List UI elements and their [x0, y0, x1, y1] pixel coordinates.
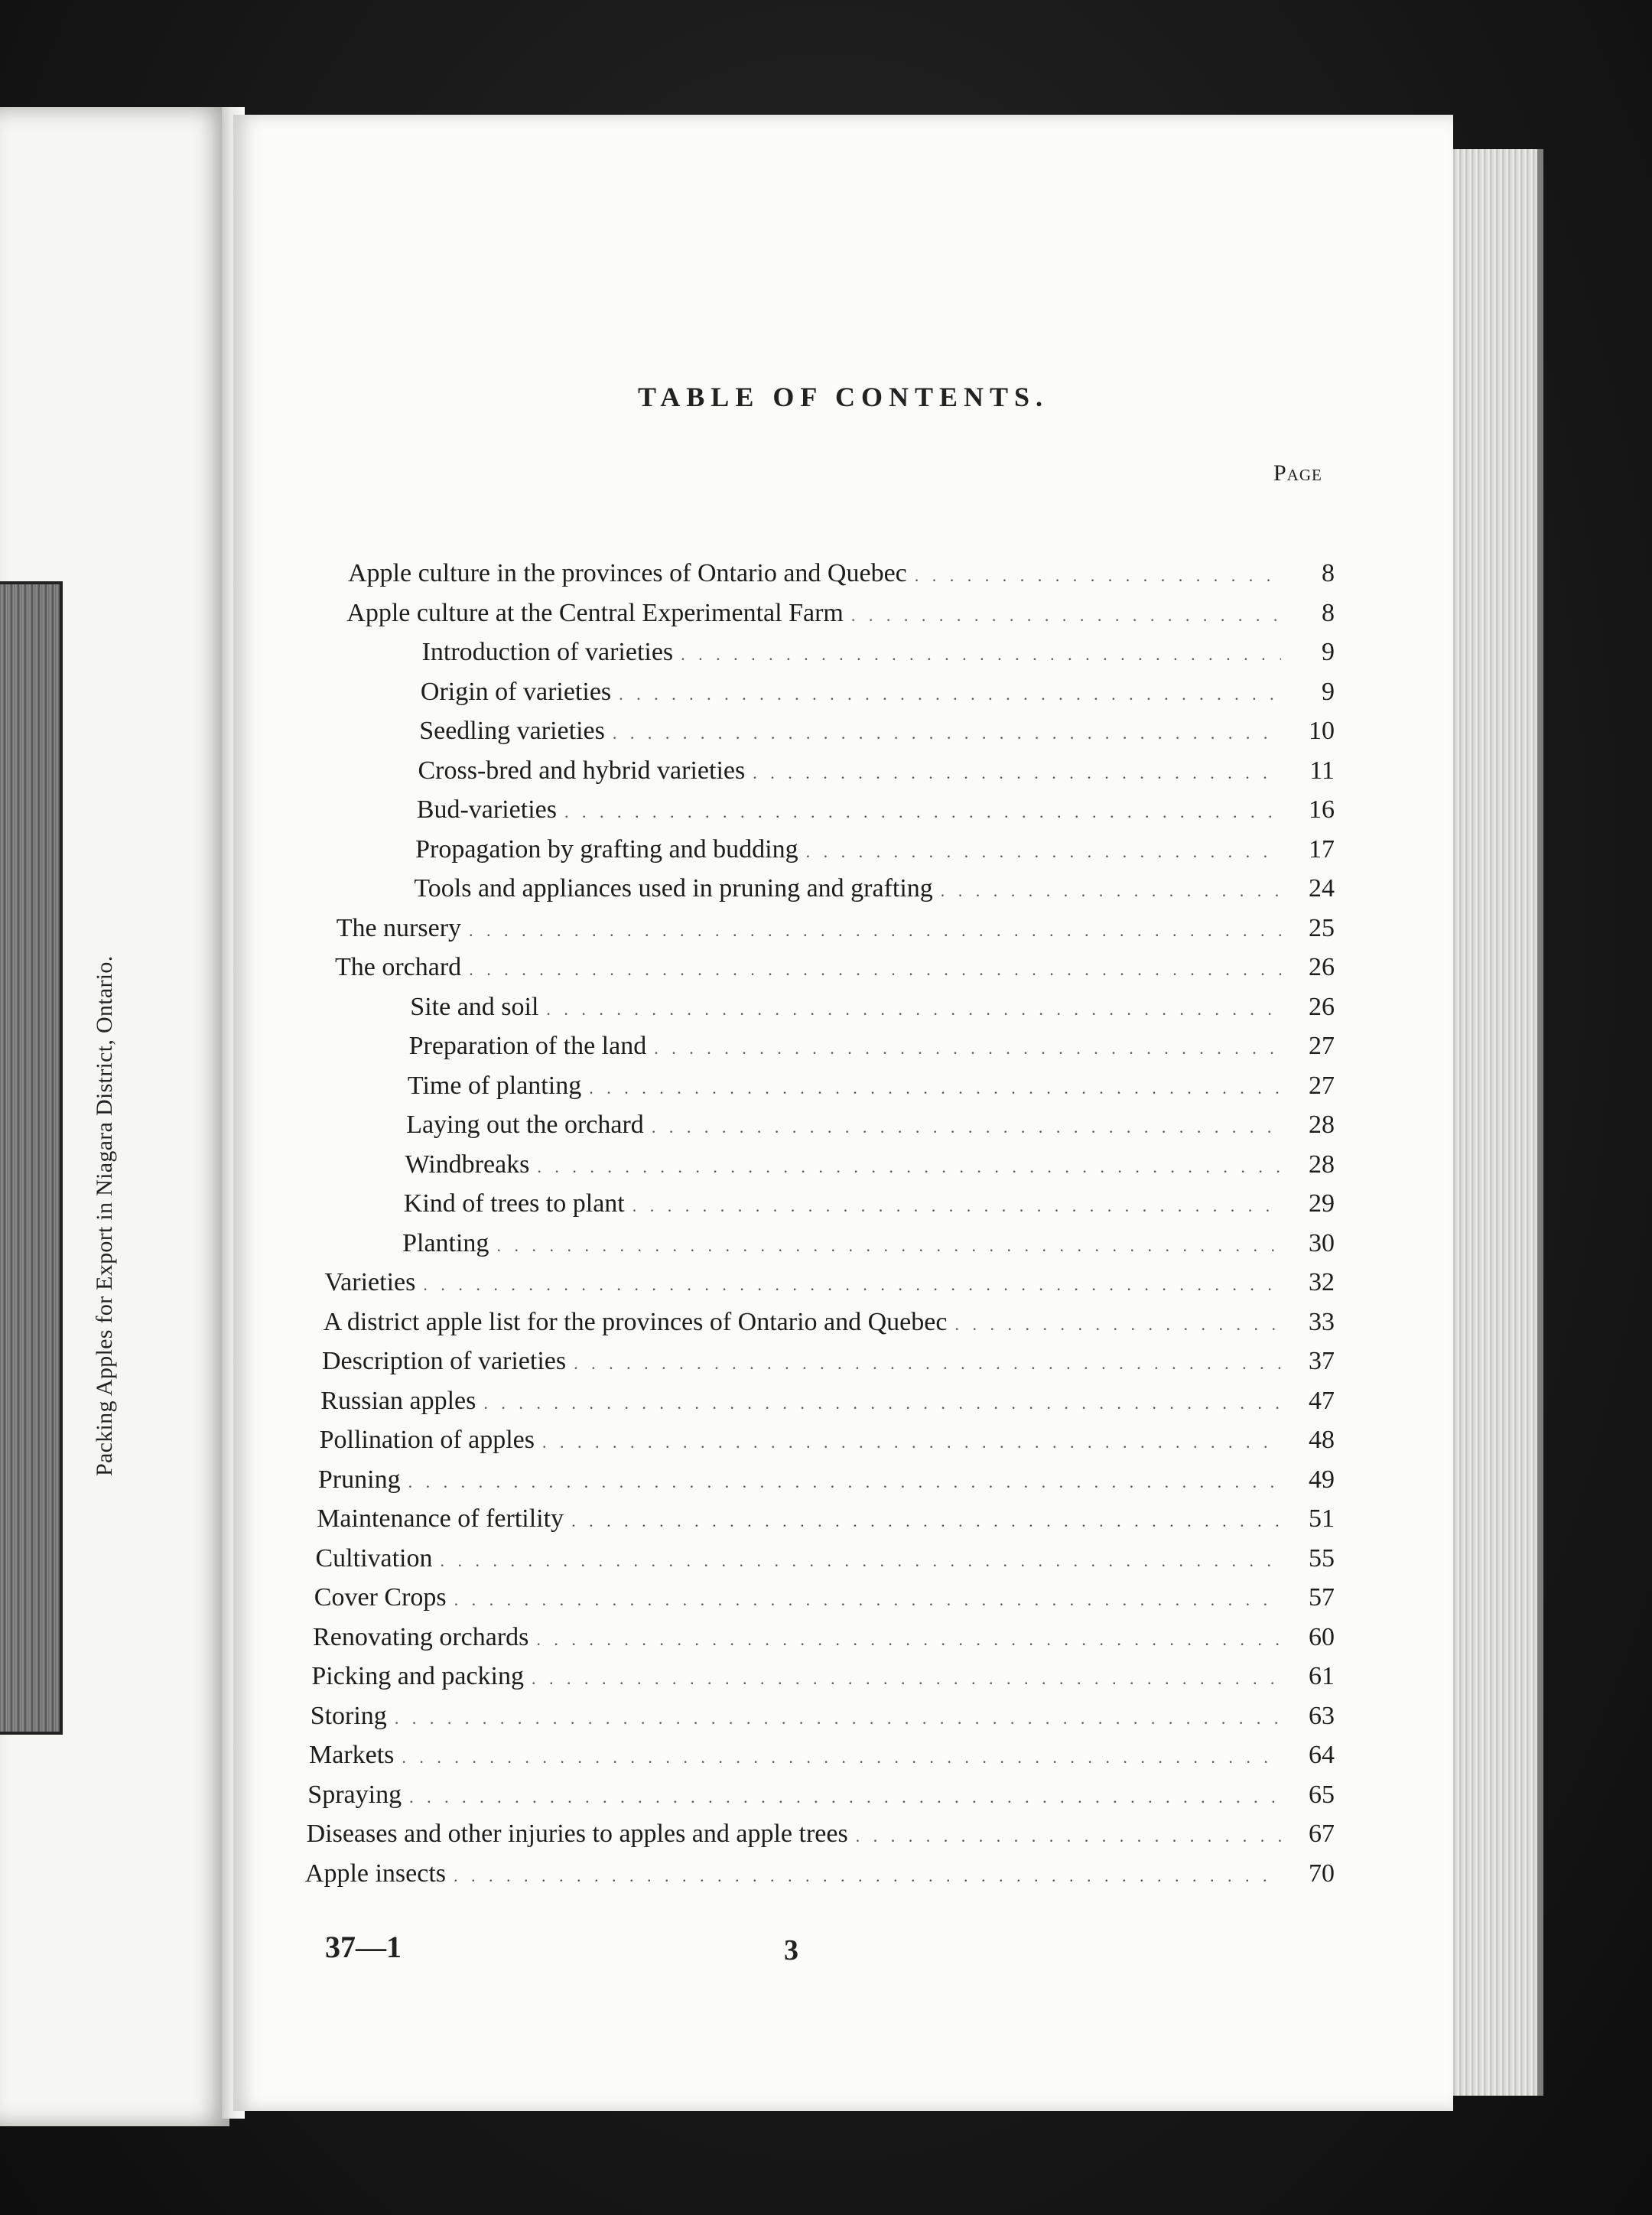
toc-entry	[405, 1150, 1335, 1182]
dot-leader	[402, 1742, 1281, 1773]
toc-entry	[309, 1740, 1335, 1773]
dot-leader	[856, 1821, 1281, 1852]
toc-entry-label: Bud-varieties	[416, 795, 557, 824]
dot-leader	[915, 561, 1281, 591]
toc-entry-page: 8	[1321, 598, 1335, 627]
toc-entry-label: Storing	[310, 1701, 387, 1730]
dot-leader	[537, 1152, 1281, 1182]
toc-entry-label: Introduction of varieties	[421, 638, 674, 666]
toc-entry	[318, 1465, 1335, 1498]
toc-entry-label: Spraying	[307, 1780, 402, 1809]
toc-entry-page: 60	[1308, 1622, 1335, 1651]
dot-leader	[469, 955, 1281, 985]
toc-entry	[408, 1071, 1335, 1104]
toc-entry-label: Cover Crops	[314, 1583, 447, 1612]
toc-entry-page: 57	[1308, 1583, 1335, 1612]
dot-leader	[806, 837, 1281, 867]
toc-entry-page: 65	[1308, 1780, 1335, 1809]
toc-entry-label: Laying out the orchard	[406, 1111, 644, 1139]
toc-entry	[307, 1780, 1335, 1813]
toc-entry-page: 30	[1308, 1228, 1335, 1257]
toc-entry-page: 16	[1308, 795, 1335, 824]
toc-entry	[316, 1543, 1335, 1576]
toc-entry-label: Cross-bred and hybrid varieties	[418, 756, 746, 785]
toc-entry-label: The orchard	[335, 953, 462, 981]
toc-entry	[305, 1859, 1335, 1891]
toc-entry-label: Propagation by grafting and budding	[415, 834, 798, 864]
toc-entry-label: Seedling varieties	[419, 717, 605, 745]
toc-entry-page: 27	[1308, 1071, 1335, 1100]
toc-entry	[324, 1307, 1335, 1340]
toc-title: TABLE OF CONTENTS.	[637, 382, 1049, 412]
toc-entry-page: 26	[1308, 992, 1335, 1021]
toc-entry-label: Renovating orchards	[313, 1622, 529, 1651]
dot-leader	[633, 1191, 1281, 1221]
toc-entry-label: Origin of varieties	[420, 677, 612, 706]
toc-entry-page: 64	[1309, 1741, 1335, 1769]
toc-entry	[422, 637, 1335, 670]
toc-entry-page: 10	[1308, 717, 1335, 745]
toc-entry-page: 28	[1309, 1150, 1335, 1179]
toc-entry	[348, 558, 1335, 591]
toc-entry-label: A district apple list for the provinces of Ontario and Quebec	[323, 1307, 948, 1336]
toc-entry-label: Planting	[402, 1228, 489, 1257]
page-edges	[1438, 149, 1543, 2096]
toc-entry-page: 55	[1309, 1543, 1335, 1573]
dot-leader	[408, 1467, 1281, 1498]
toc-entry-label: Tools and appliances used in pruning and grafting	[414, 874, 933, 903]
toc-entry-label: Maintenance of fertility	[317, 1504, 564, 1533]
toc-entry-page: 28	[1308, 1111, 1335, 1139]
toc-entry-label: Varieties	[324, 1268, 416, 1296]
toc-entry	[335, 952, 1335, 985]
toc-entry-label: Time of planting	[407, 1071, 582, 1100]
page-column-heading: Page	[1273, 460, 1322, 486]
dot-leader	[536, 1625, 1281, 1655]
toc-entry-page: 29	[1308, 1189, 1335, 1218]
toc-entry-page: 47	[1308, 1386, 1335, 1415]
photo-caption: Packing Apples for Export in Niagara District, Ontario.	[92, 955, 117, 1476]
toc-entry-label: Diseases and other injuries to apples and apple trees	[306, 1820, 848, 1848]
toc-entry	[314, 1582, 1335, 1615]
toc-entry-label: Markets	[309, 1741, 395, 1769]
toc-entry-label: Preparation of the land	[408, 1032, 647, 1060]
dot-leader	[496, 1231, 1281, 1261]
toc-entry-page: 70	[1308, 1859, 1335, 1888]
dot-leader	[589, 1073, 1281, 1104]
toc-entry	[322, 1346, 1335, 1379]
toc-entry	[406, 1110, 1335, 1143]
dot-leader	[454, 1585, 1281, 1615]
toc-entry-page: 25	[1308, 913, 1335, 942]
dot-leader	[941, 876, 1281, 906]
toc-entry-page: 33	[1308, 1307, 1335, 1336]
toc-entry-page: 26	[1309, 953, 1335, 981]
toc-entry-page: 17	[1308, 834, 1335, 864]
toc-entry	[417, 795, 1335, 828]
dot-leader	[954, 1309, 1281, 1340]
dot-leader	[753, 758, 1281, 789]
toc-entry-label: Kind of trees to plant	[403, 1189, 625, 1218]
toc-entry-label: Russian apples	[320, 1386, 476, 1415]
toc-entry-page: 63	[1308, 1701, 1335, 1730]
toc-entry-label: Pruning	[317, 1465, 401, 1494]
dot-leader	[619, 679, 1281, 710]
toc-entry-label: The nursery	[336, 913, 462, 942]
toc-entry-page: 48	[1308, 1426, 1335, 1454]
dot-leader	[409, 1782, 1281, 1813]
toc-entry	[404, 1189, 1335, 1221]
toc-entry	[346, 598, 1335, 631]
dot-leader	[532, 1664, 1281, 1694]
dot-leader	[613, 718, 1281, 749]
toc-entry	[311, 1701, 1335, 1734]
left-page	[0, 107, 229, 2126]
toc-entry	[414, 873, 1335, 906]
toc-entry-page: 49	[1308, 1465, 1335, 1494]
toc-entry-label: Description of varieties	[322, 1347, 567, 1375]
toc-entry	[313, 1622, 1335, 1655]
dot-leader	[571, 1506, 1281, 1537]
toc-entry	[311, 1661, 1335, 1694]
toc-entry	[418, 756, 1335, 789]
toc-entry-page: 24	[1308, 874, 1335, 903]
toc-entry	[419, 716, 1335, 749]
dot-leader	[395, 1703, 1281, 1734]
toc-entry-page: 37	[1309, 1347, 1335, 1375]
toc-entry	[409, 1031, 1335, 1064]
dot-leader	[654, 1033, 1281, 1064]
dot-leader	[454, 1861, 1281, 1891]
toc-entry-label: Apple insects	[304, 1859, 447, 1888]
toc-entry	[421, 677, 1335, 710]
toc-entry-label: Apple culture at the Central Experimental Farm	[346, 598, 844, 627]
toc-entry	[320, 1425, 1335, 1458]
dot-leader	[851, 600, 1281, 631]
signature-mark: 37—1	[325, 1930, 402, 1964]
toc-entry	[307, 1819, 1335, 1852]
toc-entry-label: Cultivation	[315, 1543, 433, 1573]
toc-entry	[337, 913, 1335, 946]
dot-leader	[574, 1348, 1281, 1379]
toc-entry-page: 8	[1322, 559, 1335, 587]
toc-entry-page: 67	[1308, 1820, 1335, 1848]
page-number: 3	[784, 1934, 798, 1966]
toc-entry-label: Pollination of apples	[319, 1426, 535, 1454]
toc-entry-page: 32	[1308, 1268, 1335, 1296]
dot-leader	[469, 916, 1281, 946]
toc-entry-label: Site and soil	[410, 992, 539, 1021]
toc-entry	[415, 834, 1335, 867]
toc-entry	[317, 1504, 1335, 1537]
dot-leader	[423, 1270, 1281, 1300]
toc-entry-label: Windbreaks	[405, 1150, 530, 1179]
toc-entry	[410, 992, 1335, 1025]
toc-entry-page: 11	[1309, 756, 1335, 785]
toc-entry-page: 9	[1321, 677, 1335, 706]
dot-leader	[546, 994, 1281, 1025]
toc-entry-page: 27	[1308, 1032, 1335, 1060]
table-of-contents	[233, 115, 1453, 2111]
dot-leader	[542, 1427, 1281, 1458]
dot-leader	[564, 797, 1281, 828]
toc-entry-page: 51	[1308, 1504, 1335, 1533]
toc-entry-page: 9	[1321, 638, 1335, 666]
toc-entry	[324, 1267, 1335, 1300]
toc-entry-label: Apple culture in the provinces of Ontario and Quebec	[348, 559, 907, 587]
dot-leader	[652, 1112, 1281, 1143]
dot-leader	[681, 639, 1281, 670]
orchard-photograph	[0, 581, 63, 1735]
toc-entry	[320, 1386, 1335, 1419]
toc-entry-label: Picking and packing	[311, 1662, 525, 1690]
toc-entry-page: 61	[1308, 1662, 1335, 1690]
right-page	[233, 115, 1453, 2111]
toc-entry	[402, 1228, 1335, 1261]
dot-leader	[483, 1388, 1281, 1419]
dot-leader	[441, 1546, 1282, 1576]
